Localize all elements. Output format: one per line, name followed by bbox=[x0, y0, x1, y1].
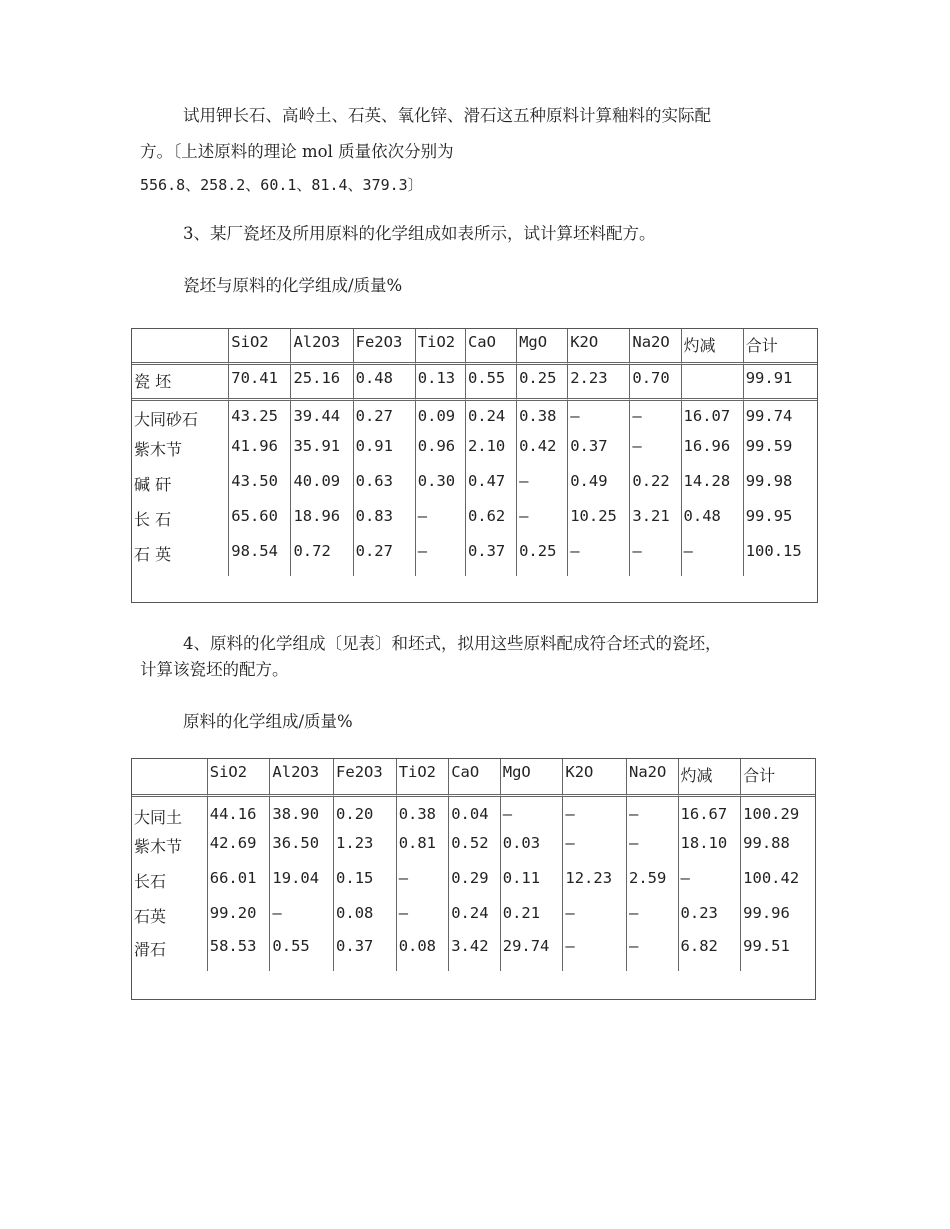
value-cell: MgO bbox=[517, 329, 568, 365]
value-cell: 25.16 bbox=[291, 365, 353, 401]
value-cell: 0.22 bbox=[630, 472, 681, 507]
table2-header-row bbox=[132, 759, 815, 797]
table1-header-row bbox=[132, 329, 817, 365]
value-cell: MgO bbox=[501, 759, 564, 797]
value-cell: 43.50 bbox=[229, 472, 291, 507]
value-cell: 0.63 bbox=[354, 472, 416, 507]
value-cell: 65.60 bbox=[229, 507, 291, 542]
value-cell: 灼减 bbox=[682, 329, 744, 365]
value-cell: Fe2O3 bbox=[354, 329, 416, 365]
value-cell: 合计 bbox=[741, 759, 815, 797]
value-cell: 0.38 bbox=[517, 401, 568, 437]
paragraph-line: 试用钾长石、高岭土、石英、氧化锌、滑石这五种原料计算釉料的实际配 bbox=[183, 106, 711, 125]
table1-body-row bbox=[132, 365, 817, 401]
table2-data-row bbox=[132, 869, 815, 904]
value-cell: 0.08 bbox=[397, 937, 450, 971]
value-cell: 58.53 bbox=[208, 937, 271, 971]
value-cell: – bbox=[416, 542, 466, 576]
value-cell: – bbox=[630, 437, 681, 472]
value-cell: 35.91 bbox=[291, 437, 353, 472]
value-cell: 0.48 bbox=[354, 365, 416, 401]
value-cell: 0.24 bbox=[466, 401, 517, 437]
value-cell: – bbox=[563, 797, 627, 834]
value-cell: 0.27 bbox=[354, 542, 416, 576]
value-cell: 99.74 bbox=[745, 407, 793, 425]
value-cell: 0.37 bbox=[568, 437, 630, 472]
value-cell: 0.25 bbox=[517, 365, 568, 401]
value-cell: 99.98 bbox=[745, 472, 793, 490]
value-cell: 42.69 bbox=[208, 834, 271, 869]
value-cell: 0.49 bbox=[568, 472, 630, 507]
value-cell: 70.41 bbox=[229, 365, 291, 401]
value-cell: 29.74 bbox=[501, 937, 564, 971]
value-cell: 0.52 bbox=[449, 834, 501, 869]
value-cell: 66.01 bbox=[208, 869, 271, 904]
value-cell: 0.15 bbox=[334, 869, 397, 904]
value-cell: – bbox=[630, 401, 681, 437]
value-cell: 0.24 bbox=[449, 904, 501, 937]
table2-data-row bbox=[132, 937, 815, 971]
value-cell: – bbox=[568, 401, 630, 437]
value-cell: 0.96 bbox=[416, 437, 466, 472]
value-cell: – bbox=[627, 834, 679, 869]
value-cell: 0.70 bbox=[630, 365, 681, 401]
value-cell: 0.47 bbox=[466, 472, 517, 507]
value-cell: 14.28 bbox=[682, 472, 744, 507]
value-cell: 2.23 bbox=[568, 365, 630, 401]
table1-data-row bbox=[132, 472, 817, 507]
row-label-cell: 滑石 bbox=[132, 937, 208, 971]
value-cell: 合计 bbox=[744, 329, 817, 365]
row-label-cell: 大同砂石 bbox=[132, 401, 229, 437]
value-cell: 100.42 bbox=[743, 869, 800, 887]
value-cell: 99.51 bbox=[743, 937, 790, 955]
value-cell: TiO2 bbox=[416, 329, 466, 365]
value-cell: 0.11 bbox=[501, 869, 564, 904]
row-label-cell: 紫木节 bbox=[132, 834, 208, 869]
value-cell: 43.25 bbox=[229, 401, 291, 437]
value-cell: – bbox=[679, 869, 742, 904]
value-cell: 0.27 bbox=[354, 401, 416, 437]
value-cell: Na2O bbox=[627, 759, 679, 797]
value-cell: K2O bbox=[563, 759, 627, 797]
table2-empty-row bbox=[132, 971, 815, 999]
value-cell: – bbox=[627, 797, 679, 834]
value-cell: 99.59 bbox=[745, 437, 793, 455]
value-cell: SiO2 bbox=[229, 329, 291, 365]
table1-data-row bbox=[132, 542, 817, 576]
row-label-cell: 碱 矸 bbox=[132, 472, 229, 507]
value-cell: 0.09 bbox=[416, 401, 466, 437]
value-cell: 99.95 bbox=[745, 507, 793, 525]
value-cell: – bbox=[517, 507, 568, 542]
value-cell: 99.96 bbox=[743, 904, 790, 922]
value-cell: 0.83 bbox=[354, 507, 416, 542]
value-cell: 0.81 bbox=[397, 834, 450, 869]
table1-caption: 瓷坯与原料的化学组成/质量% bbox=[183, 276, 403, 295]
value-cell: 41.96 bbox=[229, 437, 291, 472]
value-cell: 44.16 bbox=[208, 797, 271, 834]
row-label-cell: 紫木节 bbox=[132, 437, 229, 472]
value-cell: – bbox=[630, 542, 681, 576]
value-cell: 0.30 bbox=[416, 472, 466, 507]
value-cell: 0.42 bbox=[517, 437, 568, 472]
value-cell: 16.07 bbox=[682, 401, 744, 437]
value-cell: 0.55 bbox=[270, 937, 334, 971]
value-cell: 16.67 bbox=[679, 797, 742, 834]
paragraph-line: 556.8、258.2、60.1、81.4、379.3〕 bbox=[140, 176, 423, 194]
value-cell: CaO bbox=[466, 329, 517, 365]
table1 bbox=[131, 328, 818, 603]
value-cell: 1.23 bbox=[334, 834, 397, 869]
value-cell: 0.37 bbox=[466, 542, 517, 576]
value-cell: 38.90 bbox=[270, 797, 334, 834]
value-cell: – bbox=[627, 937, 679, 971]
value-cell: 18.96 bbox=[291, 507, 353, 542]
value-cell: 0.04 bbox=[449, 797, 501, 834]
value-cell: – bbox=[682, 542, 744, 576]
table1-data-row bbox=[132, 507, 817, 542]
value-cell: 10.25 bbox=[568, 507, 630, 542]
value-cell: – bbox=[517, 472, 568, 507]
table1-empty-row bbox=[132, 576, 817, 602]
value-cell: 6.82 bbox=[679, 937, 742, 971]
question-4-line1: 4、原料的化学组成〔见表〕和坯式，拟用这些原料配成符合坯式的瓷坯， bbox=[183, 634, 722, 653]
table2-caption: 原料的化学组成/质量% bbox=[183, 712, 353, 731]
value-cell: Na2O bbox=[630, 329, 681, 365]
value-cell: 99.91 bbox=[744, 365, 817, 401]
row-label-cell: 石英 bbox=[132, 904, 208, 937]
value-cell: 0.37 bbox=[334, 937, 397, 971]
table2-data-row bbox=[132, 797, 815, 834]
row-label-cell: 石 英 bbox=[132, 542, 229, 576]
table1-data-row bbox=[132, 437, 817, 472]
question-4-line2: 计算该瓷坯的配方。 bbox=[140, 660, 289, 679]
value-cell: – bbox=[397, 869, 450, 904]
paragraph-line: 方。〔上述原料的理论 mol 质量依次分别为 bbox=[140, 142, 454, 161]
value-cell: Al2O3 bbox=[270, 759, 334, 797]
value-cell: 0.62 bbox=[466, 507, 517, 542]
value-cell: 3.21 bbox=[630, 507, 681, 542]
value-cell: – bbox=[270, 904, 334, 937]
row-label-cell: 瓷 坯 bbox=[132, 365, 229, 401]
value-cell bbox=[682, 365, 744, 401]
value-cell: 40.09 bbox=[291, 472, 353, 507]
value-cell: SiO2 bbox=[208, 759, 271, 797]
value-cell: 12.23 bbox=[563, 869, 627, 904]
value-cell: 0.38 bbox=[397, 797, 450, 834]
value-cell: – bbox=[568, 542, 630, 576]
value-cell: 100.29 bbox=[743, 805, 800, 823]
value-cell: 0.48 bbox=[682, 507, 744, 542]
value-cell: K2O bbox=[568, 329, 630, 365]
table2 bbox=[131, 758, 816, 1000]
question-3: 3、某厂瓷坯及所用原料的化学组成如表所示，试计算坯料配方。 bbox=[183, 224, 656, 243]
value-cell: – bbox=[627, 904, 679, 937]
table1-data-row bbox=[132, 401, 817, 437]
value-cell: 2.10 bbox=[466, 437, 517, 472]
value-cell: CaO bbox=[449, 759, 501, 797]
value-cell: 0.13 bbox=[416, 365, 466, 401]
row-label-cell bbox=[132, 329, 229, 365]
value-cell: 39.44 bbox=[291, 401, 353, 437]
value-cell: 36.50 bbox=[270, 834, 334, 869]
value-cell: Fe2O3 bbox=[334, 759, 397, 797]
value-cell: 0.03 bbox=[501, 834, 564, 869]
table2-data-row bbox=[132, 834, 815, 869]
value-cell: – bbox=[416, 507, 466, 542]
row-label-cell: 长石 bbox=[132, 869, 208, 904]
row-label-cell: 长 石 bbox=[132, 507, 229, 542]
value-cell: 灼减 bbox=[679, 759, 742, 797]
value-cell: 99.88 bbox=[743, 834, 790, 852]
row-label-cell bbox=[132, 759, 208, 797]
value-cell: 0.21 bbox=[501, 904, 564, 937]
row-label-cell: 大同土 bbox=[132, 797, 208, 834]
value-cell: 18.10 bbox=[679, 834, 742, 869]
value-cell: – bbox=[397, 904, 450, 937]
value-cell: 0.72 bbox=[291, 542, 353, 576]
value-cell: 2.59 bbox=[627, 869, 679, 904]
value-cell: 0.08 bbox=[334, 904, 397, 937]
value-cell: 16.96 bbox=[682, 437, 744, 472]
value-cell: 0.23 bbox=[679, 904, 742, 937]
value-cell: – bbox=[563, 834, 627, 869]
value-cell: 100.15 bbox=[745, 542, 802, 560]
value-cell: 0.55 bbox=[466, 365, 517, 401]
value-cell: 3.42 bbox=[449, 937, 501, 971]
value-cell: 99.20 bbox=[208, 904, 271, 937]
value-cell: 19.04 bbox=[270, 869, 334, 904]
value-cell: 0.91 bbox=[354, 437, 416, 472]
table2-data-row bbox=[132, 904, 815, 937]
value-cell: – bbox=[563, 937, 627, 971]
value-cell: 0.25 bbox=[517, 542, 568, 576]
value-cell: TiO2 bbox=[397, 759, 450, 797]
value-cell: Al2O3 bbox=[291, 329, 353, 365]
value-cell: – bbox=[563, 904, 627, 937]
value-cell: 0.29 bbox=[449, 869, 501, 904]
value-cell: 0.20 bbox=[334, 797, 397, 834]
value-cell: – bbox=[501, 797, 564, 834]
value-cell: 98.54 bbox=[229, 542, 291, 576]
